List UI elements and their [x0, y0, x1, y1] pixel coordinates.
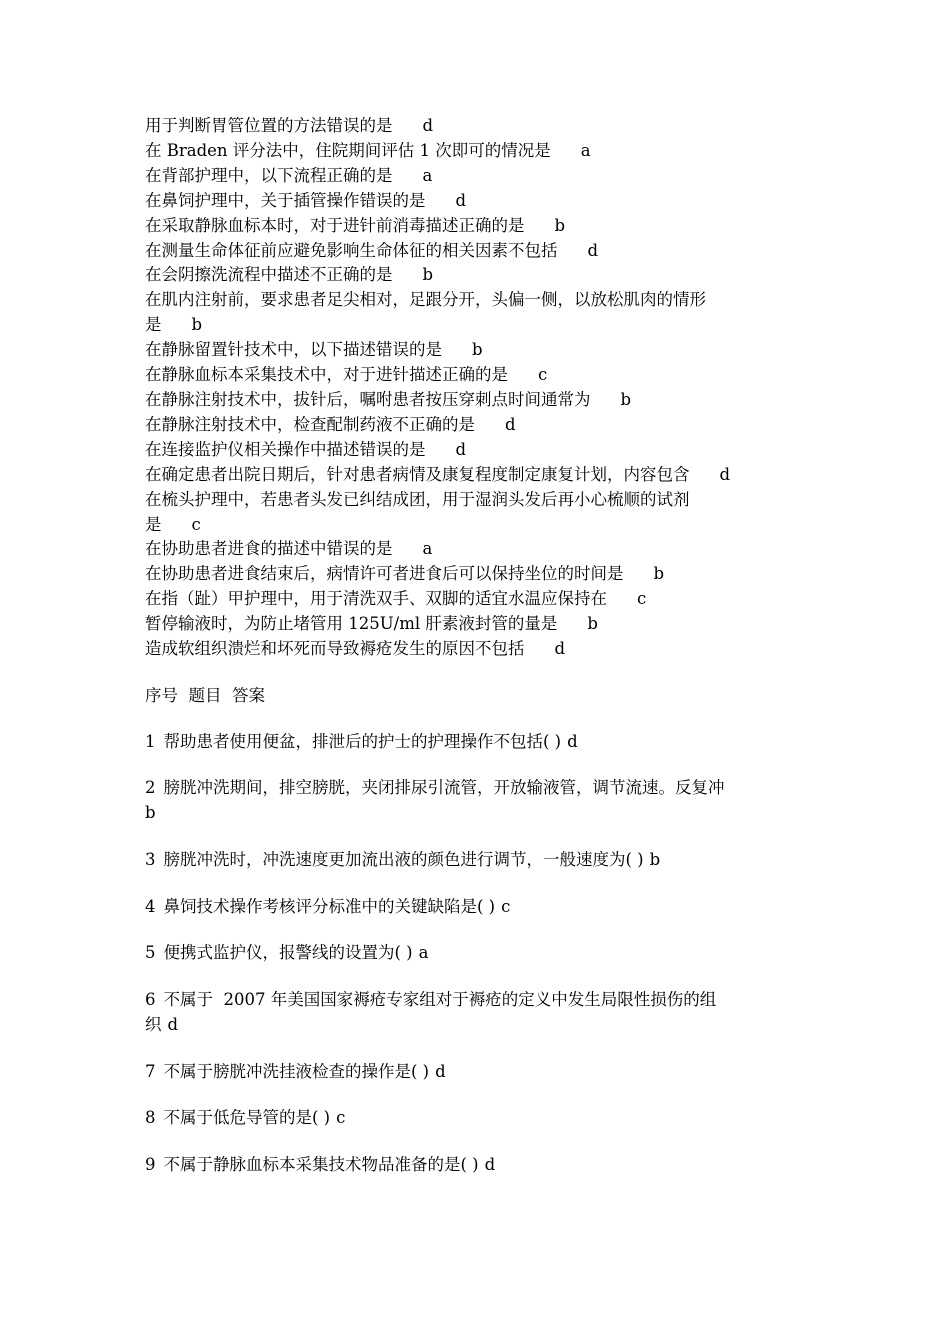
document-page [145, 114, 825, 1177]
qa-line: 在测量生命体征前应避免影响生命体征的相关因素不包括 d [145, 240, 599, 260]
qa-line: 在鼻饲护理中，关于插管操作错误的是 d [145, 190, 467, 210]
qa-line-continued: 是 b [145, 315, 203, 335]
numbered-list [145, 730, 825, 1177]
qa-line: 在采取静脉血标本时，对于进针前消毒描述正确的是 b [145, 215, 566, 235]
qa-line-continued: 是 c [145, 514, 201, 534]
qa-line: 在协助患者进食的描述中错误的是 a [145, 539, 433, 559]
numbered-item: 8 不属于低危导管的是( ) c [145, 1108, 346, 1128]
qa-line: 在连接监护仪相关操作中描述错误的是 d [145, 439, 467, 459]
qa-line: 在背部护理中，以下流程正确的是 a [145, 165, 433, 185]
numbered-item: 2 膀胱冲洗期间，排空膀胱，夹闭排尿引流管，开放输液管，调节流速。反复冲 b [145, 778, 725, 823]
numbered-item: 6 不属于 2007 年美国国家褥疮专家组对于褥疮的定义中发生局限性损伤的组 织 d [145, 989, 717, 1034]
qa-line: 在 Braden 评分法中，住院期间评估 1 次即可的情况是 a [145, 140, 591, 160]
qa-line: 在静脉注射技术中，检查配制药液不正确的是 d [145, 414, 516, 434]
qa-line: 造成软组织溃烂和坏死而导致褥疮发生的原因不包括 d [145, 639, 566, 659]
numbered-item: 4 鼻饲技术操作考核评分标准中的关键缺陷是( ) c [145, 896, 511, 916]
qa-line: 暂停输液时，为防止堵管用 125U/ml 肝素液封管的量是 b [145, 614, 598, 634]
qa-line: 在静脉注射技术中，拔针后，嘱咐患者按压穿刺点时间通常为 b [145, 389, 632, 409]
numbered-item: 3 膀胱冲洗时，冲洗速度更加流出液的颜色进行调节，一般速度为( ) b [145, 850, 661, 870]
qa-line: 用于判断胃管位置的方法错误的是 d [145, 116, 434, 135]
qa-line: 在梳头护理中，若患者头发已纠结成团，用于湿润头发后再小心梳顺的试剂 [145, 489, 690, 509]
qa-list [145, 114, 825, 662]
qa-line: 在肌内注射前，要求患者足尖相对，足跟分开，头偏一侧，以放松肌肉的情形 [145, 290, 706, 310]
qa-line: 在协助患者进食结束后，病情许可者进食后可以保持坐位的时间是 b [145, 564, 665, 584]
table-header: 序号 题目 答案 [145, 685, 265, 705]
numbered-item: 5 便携式监护仪，报警线的设置为( ) a [145, 943, 429, 963]
qa-line: 在确定患者出院日期后，针对患者病情及康复程度制定康复计划，内容包含 d [145, 464, 731, 484]
qa-line: 在指（趾）甲护理中，用于清洗双手、双脚的适宜水温应保持在 c [145, 589, 647, 609]
qa-line: 在静脉留置针技术中，以下描述错误的是 b [145, 340, 483, 360]
numbered-item: 1 帮助患者使用便盆，排泄后的护士的护理操作不包括( ) d [145, 731, 578, 751]
numbered-item: 7 不属于膀胱冲洗挂液检查的操作是( ) d [145, 1061, 446, 1081]
numbered-item: 9 不属于静脉血标本采集技术物品准备的是( ) d [145, 1154, 496, 1174]
qa-line: 在会阴擦洗流程中描述不正确的是 b [145, 265, 434, 285]
qa-line: 在静脉血标本采集技术中，对于进针描述正确的是 c [145, 365, 548, 385]
